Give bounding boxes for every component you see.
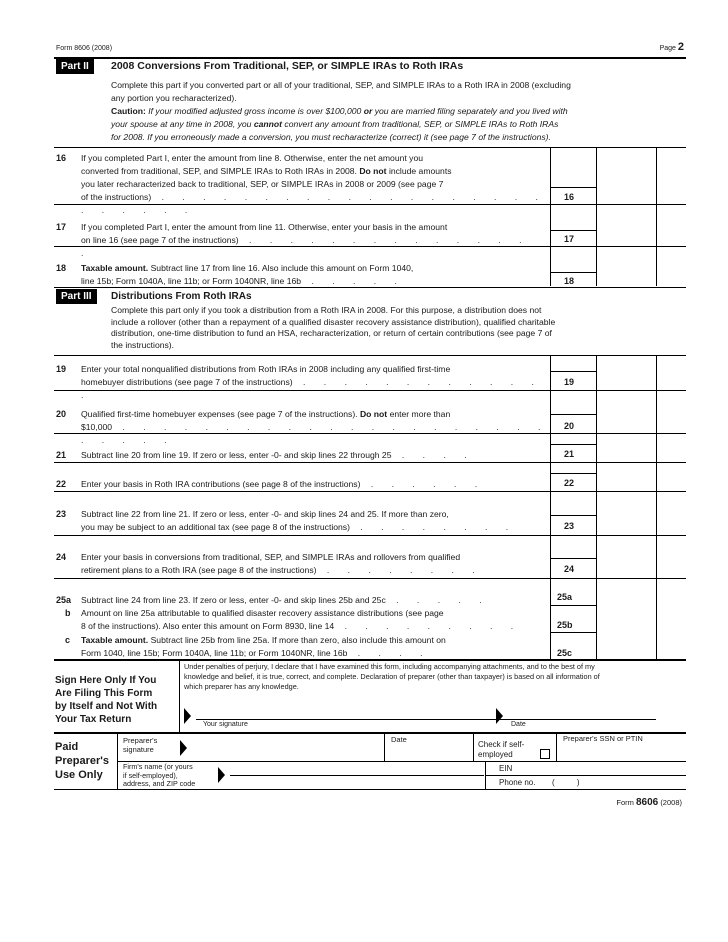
form-id: Form 8606 (2008): [56, 45, 113, 52]
ein-label: EIN: [499, 764, 513, 773]
line-23-box-label: 23: [564, 521, 575, 531]
line-17-text: If you completed Part I, enter the amount from line 11. Otherwise, enter your basis in the amount on line 16 (see page 7 of the instructions) . . . . . . . . . . . . . . .: [81, 222, 530, 258]
line-25b-amount[interactable]: [597, 606, 655, 632]
line-24-rule: [54, 578, 686, 579]
line-24-text: Enter your basis in conversions from traditional, SEP, and SIMPLE IRAs and rollovers from qualified retirement plans to a Roth IRA (see page 8 of the instructions) . . . . . . . .: [81, 552, 483, 575]
line-20-number: 20: [56, 409, 67, 419]
line-20-rule: [54, 433, 686, 434]
taxpayer-signature-field[interactable]: [195, 698, 485, 718]
line-16-box-label: 16: [564, 192, 575, 202]
part2-rule: [54, 147, 686, 148]
line-25c-box-label: 25c: [557, 648, 573, 658]
line-18-amount[interactable]: [597, 273, 655, 286]
line-18-rule: [54, 287, 686, 288]
part3-bottom-rule: [54, 659, 686, 661]
line-19-amount[interactable]: [597, 372, 655, 389]
line-25c-amount[interactable]: [597, 633, 655, 659]
part2-caution-line1: Caution: If your modified adjusted gross income is over $100,000 or you are married filing separately and you lived with: [111, 106, 568, 116]
line-21-text: Subtract line 20 from line 19. If zero or less, enter -0- and skip lines 22 through 25 . . . .: [81, 450, 475, 460]
line-25b-box-bottom: [550, 632, 596, 633]
line-17-rule: [54, 246, 686, 247]
line-24-number: 24: [56, 552, 67, 562]
signature-line: [196, 719, 656, 720]
date-arrow-icon: [496, 708, 503, 724]
preparer-date-divider: [384, 733, 385, 761]
line-25b-box-label: 25b: [557, 620, 573, 630]
line-25c-number: c: [65, 635, 71, 645]
line-16-number: 16: [56, 153, 67, 163]
part2-caution-line2: your spouse at any time in 2008, you cannot convert any amount from traditional, SEP, or SIMPLE IRAs to Roth IRAs: [111, 119, 559, 129]
sign-here-label: Sign Here Only If You Are Filing This Form by Itself and Not With Your Tax Return: [55, 675, 158, 725]
preparer-bottom-rule: [54, 789, 686, 790]
part2-label: Part II: [56, 59, 94, 74]
line-21-number: 21: [56, 450, 67, 460]
line-20-box-label: 20: [564, 421, 575, 431]
sign-divider: [179, 660, 180, 732]
line-18-number: 18: [56, 263, 67, 273]
ein-rule: [485, 775, 686, 776]
page-label: Page: [659, 45, 676, 52]
line-18-box-label: 18: [564, 276, 575, 286]
line-16-rule: [54, 204, 686, 205]
ssn-divider: [556, 733, 557, 761]
line-19-rule: [54, 390, 686, 391]
self-employed-checkbox[interactable]: [540, 749, 550, 759]
taxpayer-date-field[interactable]: [506, 698, 656, 718]
col-rule-a: [550, 147, 551, 286]
part2-intro: [111, 79, 691, 144]
phone-label: Phone no.: [499, 778, 536, 787]
line-21-box-top: [550, 444, 596, 445]
line-25c-text: Taxable amount. Subtract line 25b from line 25a. If more than zero, also include this amount on Form 1040, line 15b; Form 1040A, line 11b; or Form 1040NR, line 16b . . . .: [81, 635, 446, 658]
line-22-amount[interactable]: [597, 474, 655, 490]
page-number: 2: [677, 41, 684, 53]
part3-label: Part III: [56, 289, 97, 304]
part3-rule: [54, 355, 686, 356]
line-25a-amount[interactable]: [597, 589, 655, 605]
line-19-box-label: 19: [564, 377, 575, 387]
line-19-box-top: [550, 371, 596, 372]
line-25a-text: Subtract line 24 from line 23. If zero or less, enter -0- and skip lines 25b and 25c . . . . .: [81, 595, 490, 605]
paid-preparer-label: Paid Preparer's Use Only: [55, 741, 109, 781]
self-employed-label: Check if self- employed: [478, 740, 525, 759]
your-signature-label: Your signature: [203, 721, 248, 728]
line-22-rule: [54, 491, 686, 492]
line-17-box-label: 17: [564, 234, 575, 244]
line-23-text: Subtract line 22 from line 21. If zero or less, enter -0- and skip lines 24 and 25. If more than zero, you may be subject to an additional tax (see page 8 of the instructions) . . . . . . . .: [81, 509, 517, 532]
line-21-box-label: 21: [564, 449, 575, 459]
line-16-amount[interactable]: [597, 188, 655, 202]
preparer-arrow-icon: [180, 740, 187, 756]
part3-intro: Complete this part only if you took a distribution from a Roth IRA in 2008. For this purpose, a distribution does not include a rollover (other than a repayment of a qualified disaster recovery assistance distribution), qualified charitable distribution, one-time distribution to fund an HSA, recharacterization, or return of certain contributions (see page 7 of the instructions).: [111, 305, 556, 350]
check-divider: [473, 733, 474, 761]
line-22-box-label: 22: [564, 478, 575, 488]
line-20-amount[interactable]: [597, 415, 655, 432]
line-21-rule: [54, 462, 686, 463]
line-17-number: 17: [56, 222, 67, 232]
line-19-number: 19: [56, 364, 67, 374]
line-24-box-top: [550, 558, 596, 559]
ssn-ptin-field[interactable]: [558, 745, 686, 760]
line-25b-text: Amount on line 25a attributable to qualified disaster recovery assistance distributions (see page 8 of the instructions). Also enter this amount on Form 8930, line 14 . . . . . . . . .: [81, 608, 522, 631]
line-23-number: 23: [56, 509, 67, 519]
preparer-signature-field[interactable]: [192, 735, 384, 759]
line-16-box-top: [550, 187, 596, 188]
preparer-date-label: Date: [391, 735, 407, 744]
part2-intro-line2: any portion you recharacterized).: [111, 93, 237, 103]
perjury-statement: Under penalties of perjury, I declare that I have examined this form, including accompanying attachments, and to the best of my knowledge and belief, it is true, correct, and complete. Declaration of preparer (other than taxpayer) is based on all information of which preparer has any knowledge.: [184, 662, 600, 691]
top-rule: [54, 57, 686, 59]
caution-label: Caution:: [111, 106, 146, 116]
line-25a-box-label: 25a: [557, 592, 573, 602]
col-rule-f: [656, 355, 657, 659]
line-24-box-label: 24: [564, 564, 575, 574]
col-rule-c: [656, 147, 657, 286]
line-20-box-top: [550, 414, 596, 415]
line-16-text: If you completed Part I, enter the amount from line 8. Otherwise, enter the net amount you converted from traditional, SEP, and SIMPLE IRAs to Roth IRAs in 2008. Do not include amounts you later recharacterized back to traditional, SEP, or SIMPLE IRAs in 2008 or 2009 (see page 7 of the instructions) . . . . . . . . . . . . . . . . . . . . . . . . .: [81, 153, 546, 215]
line-23-box-top: [550, 515, 596, 516]
line-18-text: Taxable amount. Subtract line 17 from line 16. Also include this amount on Form 1040, line 15b; Form 1040A, line 11b; or Form 1040NR, line 16b . . . . .: [81, 263, 414, 286]
line-22-text: Enter your basis in Roth IRA contributions (see page 8 of the instructions) . . . . . .: [81, 479, 486, 489]
preparer-signature-label: Preparer's signature: [123, 736, 158, 754]
line-24-amount[interactable]: [597, 559, 655, 576]
ssn-ptin-label: Preparer's SSN or PTIN: [563, 734, 643, 743]
part3-title: Distributions From Roth IRAs: [111, 291, 252, 302]
firm-mid-line: [230, 775, 484, 776]
line-22-box-top: [550, 473, 596, 474]
ein-field[interactable]: [520, 762, 686, 774]
line-17-amount[interactable]: [597, 231, 655, 245]
line-23-amount[interactable]: [597, 516, 655, 533]
line-18-box-top: [550, 272, 596, 273]
col-rule-b: [596, 147, 597, 286]
line-17-box-top: [550, 230, 596, 231]
col-rule-d: [550, 355, 551, 659]
firm-name-label: Firm's name (or yours if self-employed), address, and ZIP code: [123, 762, 196, 788]
line-23-rule: [54, 535, 686, 536]
page-indicator: [660, 41, 684, 53]
part2-intro-line1: Complete this part if you converted part or all of your traditional, SEP, and SIMPLE IRAs to a Roth IRA in 2008 (excluding: [111, 80, 571, 90]
line-22-number: 22: [56, 479, 67, 489]
firm-arrow-icon: [218, 767, 225, 783]
line-25b-number: b: [65, 608, 71, 618]
line-25a-number: 25a: [56, 595, 72, 605]
line-25a-box-bottom: [550, 605, 596, 606]
line-21-amount[interactable]: [597, 445, 655, 460]
part2-caution-line3: for 2008. If you erroneously made a conversion, you must recharacterize (correct) it (see page 7 of the instructions).: [111, 132, 551, 142]
part2-title: 2008 Conversions From Traditional, SEP, or SIMPLE IRAs to Roth IRAs: [111, 60, 464, 72]
phone-field[interactable]: ( ): [552, 778, 580, 787]
line-19-text: Enter your total nonqualified distributions from Roth IRAs in 2008 including any qualified first-time homebuyer distributions (see page 7 of the instructions) . . . . . . . . . . . . .: [81, 364, 542, 400]
line-20-text: Qualified first-time homebuyer expenses (see page 7 of the instructions). Do not enter more than $10,000 . . . . . . . . . . . . . . . . . . . . . . . . . .: [81, 409, 549, 445]
sign-date-label: Date: [511, 721, 526, 728]
sign-arrow-icon: [184, 708, 191, 724]
footer-form-id: Form 8606 (2008): [616, 797, 682, 808]
